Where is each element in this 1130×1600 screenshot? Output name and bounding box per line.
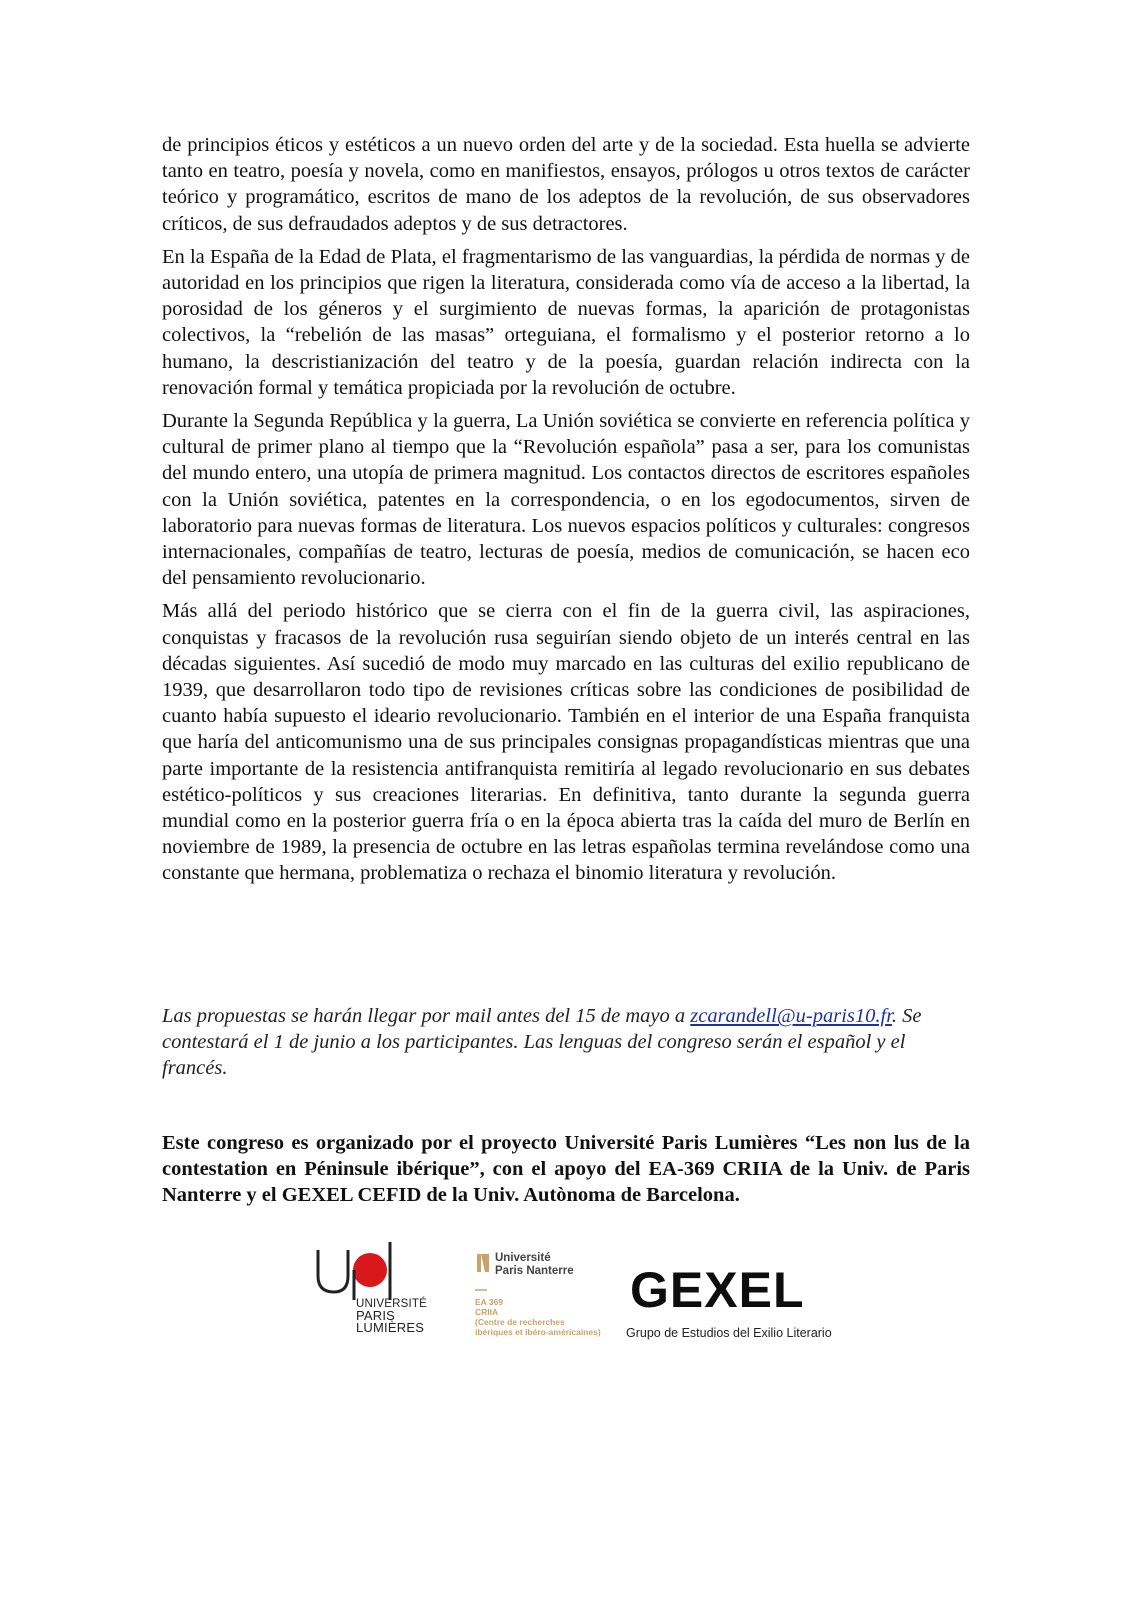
nanterre-sub-line: CRIIA xyxy=(475,1307,499,1317)
paragraph: En la España de la Edad de Plata, el fragmentarismo de las vanguardias, la pérdida de normas y de autoridad en los principios que rigen la literatura, considerada como vía de acceso a la libertad, la porosidad de los géneros y el surgimiento de nuevas formas, la aparición de protagonistas colectivos, la “rebelión de las masas” orteguiana, el formalismo y el posterior retorno a lo humano, la descristianización del teatro y de la poesía, guardan relación indirecta con la renovación formal y temática propiciada por la revolución de octubre. xyxy=(162,245,970,399)
gexel-logo xyxy=(618,1262,858,1352)
call-for-proposals xyxy=(162,1003,970,1082)
nanterre-line1: Université xyxy=(495,1252,551,1264)
upl-wordmark xyxy=(356,1298,460,1334)
upl-mark-graphic xyxy=(310,1240,460,1302)
upl-line2: PARIS LUMIÈRES xyxy=(356,1308,425,1335)
gexel-subtitle: Grupo de Estudios del Exilio Literario xyxy=(626,1326,832,1340)
call-details: . Se contestará el 1 de junio a los participantes. Las lenguas del congreso serán el español y el francés. xyxy=(162,1005,922,1080)
organizers-note: Este congreso es organizado por el proyecto Université Paris Lumières “Les non lus de la contestation en Péninsule ibérique”, con el apoyo del EA-369 CRIIA de la Univ. de Paris Nanterre y el GEXEL CEFID de la Univ. Autònoma de Barcelona. xyxy=(162,1132,970,1207)
paragraph: Durante la Segunda República y la guerra, La Unión soviética se convierte en referencia política y cultural de primer plano al tiempo que la “Revolución española” pasa a ser, para los comunistas del mundo entero, una utopía de primera magnitud. Los contactos directos de escritores españoles con la Unión soviética, patentes en la correspondencia, o en los egodocumentos, sirven de laboratorio para nuevas formas de literatura. Los nuevos espacios políticos y culturales: congresos internacionales, compañías de teatro, lecturas de poesía, medios de comunicación, se hacen eco del pensamiento revolucionario. xyxy=(162,410,970,590)
upl-logo xyxy=(310,1240,460,1340)
nanterre-subtext xyxy=(475,1297,601,1337)
contact-email-link[interactable]: zcarandell@u-paris10.fr xyxy=(690,1005,892,1027)
nanterre-line2: Paris Nanterre xyxy=(495,1265,574,1277)
gexel-wordmark: GEXEL xyxy=(630,1262,805,1318)
nanterre-wordmark xyxy=(495,1252,574,1278)
nanterre-sub-line: EA 369 xyxy=(475,1297,504,1307)
body-text xyxy=(162,132,970,894)
nanterre-divider xyxy=(475,1287,489,1293)
call-intro: Las propuestas se harán llegar por mail antes del 15 de mayo a xyxy=(162,1005,691,1027)
nanterre-logo xyxy=(475,1252,625,1362)
nanterre-sub-line: (Centre de recherches xyxy=(475,1317,565,1327)
paragraph: Más allá del periodo histórico que se cierra con el fin de la guerra civil, las aspiraciones, conquistas y fracasos de la revolución rusa seguirían siendo objeto de un interés central en las décadas siguientes. Así sucedió de modo muy marcado en las culturas del exilio republicano de 1939, que desarrollaron todo tipo de revisiones críticas sobre las condiciones de posibilidad de cuanto había supuesto el ideario revolucionario. También en el interior de una España franquista que haría del anticomunismo una de sus principales consignas propagandísticas mientras que una parte importante de la resistencia antifranquista remitiría al legado revolucionario en sus debates estético-políticos y sus creaciones literarias. En definitiva, tanto durante la segunda guerra mundial como en la posterior guerra fría o en la época abierta tras la caída del muro de Berlín en noviembre de 1989, la presencia de octubre en las letras españolas termina revelándose como una constante que hermana, problematiza o rechaza el binomio literatura y revolución. xyxy=(162,600,970,885)
upl-line1: UNIVERSITÉ xyxy=(356,1298,428,1310)
nanterre-sub-line: ibériques et ibéro-américaines) xyxy=(475,1327,601,1337)
logo-strip xyxy=(300,1240,860,1360)
paragraph: de principios éticos y estéticos a un nuevo orden del arte y de la sociedad. Esta huella se advierte tanto en teatro, poesía y novela, como en manifiestos, ensayos, prólogos u otros textos de carácter teórico y programático, escritos de mano de los adeptos de la revolución, de sus observadores críticos, de sus defraudados adeptos y de sus detractores. xyxy=(162,134,970,235)
